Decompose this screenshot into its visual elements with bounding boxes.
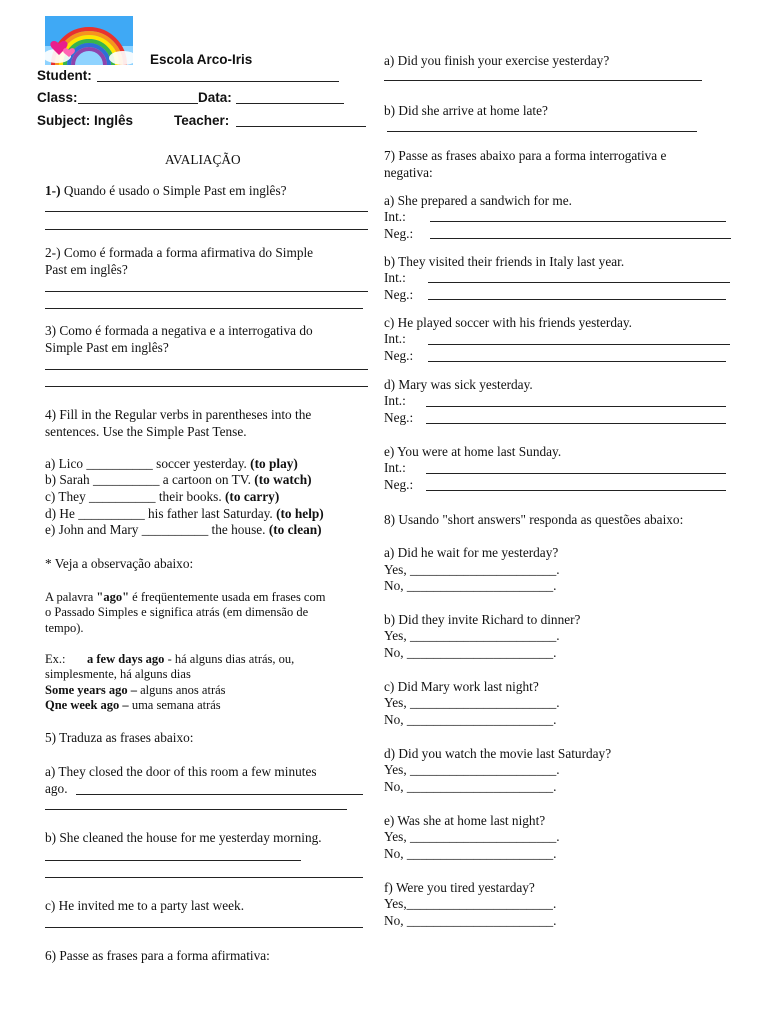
example-1 bbox=[87, 651, 294, 667]
q8-item-b-question: b) Did they invite Richard to dinner? bbox=[384, 612, 581, 627]
q4-item-e bbox=[45, 522, 322, 538]
q7-item-d: d) Mary was sick yesterday. bbox=[384, 377, 533, 392]
q6: 6) Passe as frases para a forma afirmativa: bbox=[45, 948, 270, 963]
q8-item-e-no[interactable]: No, ______________________. bbox=[384, 846, 557, 861]
neg-label: Neg.: bbox=[384, 410, 414, 425]
observation-note: * Veja a observação abaixo: bbox=[45, 556, 194, 571]
answer-line-q7d-int[interactable] bbox=[426, 406, 726, 407]
neg-label: Neg.: bbox=[384, 287, 414, 302]
q8-item-a-yes[interactable]: Yes, ______________________. bbox=[384, 562, 560, 577]
q7-line1: 7) Passe as frases abaixo para a forma interrogativa e bbox=[384, 148, 667, 163]
example-2 bbox=[45, 682, 226, 698]
q1-number: 1-) bbox=[45, 183, 61, 198]
example-3-term: Qne week ago – bbox=[45, 698, 129, 712]
q8-item-b-yes[interactable]: Yes, ______________________. bbox=[384, 628, 560, 643]
class-field[interactable] bbox=[78, 103, 198, 104]
int-label: Int.: bbox=[384, 331, 406, 346]
q8-item-f-no[interactable]: No, ______________________. bbox=[384, 913, 557, 928]
answer-line-q5c[interactable] bbox=[45, 927, 363, 928]
int-label: Int.: bbox=[384, 393, 406, 408]
q4-item-d bbox=[45, 506, 324, 522]
teacher-label: Teacher: bbox=[174, 113, 230, 128]
date-field[interactable] bbox=[236, 103, 344, 104]
answer-line-q7e-int[interactable] bbox=[426, 473, 726, 474]
ago-word: "ago" bbox=[96, 590, 130, 604]
teacher-field[interactable] bbox=[236, 126, 366, 127]
q5: 5) Traduza as frases abaixo: bbox=[45, 730, 194, 745]
date-label: Data: bbox=[198, 90, 232, 105]
answer-line-q5a-2[interactable] bbox=[45, 809, 347, 810]
q8-item-f-question: f) Were you tired yestarday? bbox=[384, 880, 535, 895]
q5a-line1: a) They closed the door of this room a few minutes bbox=[45, 764, 317, 779]
neg-label: Neg.: bbox=[384, 226, 414, 241]
example-1-term: a few days ago bbox=[87, 652, 165, 666]
example-2-meaning: alguns anos atrás bbox=[137, 683, 226, 697]
q7-item-e: e) You were at home last Sunday. bbox=[384, 444, 562, 459]
page-title: AVALIAÇÃO bbox=[165, 152, 241, 167]
q8-item-a-question: a) Did he wait for me yesterday? bbox=[384, 545, 559, 560]
rainbow-logo bbox=[45, 16, 133, 65]
q4-item-hint: (to play) bbox=[250, 456, 298, 471]
answer-line-q5b-1[interactable] bbox=[45, 860, 301, 861]
answer-line-q7c-neg[interactable] bbox=[428, 361, 726, 362]
q8-item-e-yes[interactable]: Yes, ______________________. bbox=[384, 829, 560, 844]
answer-line-q3-1[interactable] bbox=[45, 369, 368, 370]
ago-paragraph-line2: o Passado Simples e significa atrás (em dimensão de bbox=[45, 605, 309, 619]
q4-item-text: a) Lico __________ soccer yesterday. bbox=[45, 456, 247, 471]
q7-item-a: a) She prepared a sandwich for me. bbox=[384, 193, 572, 208]
int-label: Int.: bbox=[384, 209, 406, 224]
q4-line1: 4) Fill in the Regular verbs in parentheses into the bbox=[45, 407, 312, 422]
q8-item-b-no[interactable]: No, ______________________. bbox=[384, 645, 557, 660]
neg-label: Neg.: bbox=[384, 477, 414, 492]
answer-line-q1-2[interactable] bbox=[45, 229, 368, 230]
answer-line-q7a-int[interactable] bbox=[430, 221, 726, 222]
ago-paragraph-line3: tempo). bbox=[45, 621, 84, 635]
int-label: Int.: bbox=[384, 460, 406, 475]
answer-line-q1-1[interactable] bbox=[45, 211, 368, 212]
answer-line-q7a-neg[interactable] bbox=[430, 238, 731, 239]
answer-line-q7c-int[interactable] bbox=[428, 344, 730, 345]
q4-item-hint: (to watch) bbox=[254, 472, 312, 487]
int-label: Int.: bbox=[384, 270, 406, 285]
ago-pre: A palavra bbox=[45, 590, 97, 604]
q3-line2: Simple Past em inglês? bbox=[45, 340, 169, 355]
q6a: a) Did you finish your exercise yesterday? bbox=[384, 53, 610, 68]
q4-line2: sentences. Use the Simple Past Tense. bbox=[45, 424, 247, 439]
q4-item-a bbox=[45, 456, 298, 472]
ago-post: é freqüentemente usada em frases com bbox=[129, 590, 326, 604]
school-name: Escola Arco-Iris bbox=[150, 52, 253, 67]
q4-item-hint: (to clean) bbox=[268, 522, 322, 537]
answer-line-q5a-1[interactable] bbox=[76, 794, 363, 795]
answer-line-q2-1[interactable] bbox=[45, 291, 368, 292]
subject-label: Subject: Inglês bbox=[37, 113, 134, 128]
q5c: c) He invited me to a party last week. bbox=[45, 898, 245, 913]
answer-line-q5b-2[interactable] bbox=[45, 877, 363, 878]
q1 bbox=[45, 183, 287, 199]
q8-item-d-yes[interactable]: Yes, ______________________. bbox=[384, 762, 560, 777]
q8-item-e-question: e) Was she at home last night? bbox=[384, 813, 546, 828]
q5b: b) She cleaned the house for me yesterday morning. bbox=[45, 830, 322, 845]
ago-paragraph-line1 bbox=[45, 589, 325, 605]
student-label: Student: bbox=[37, 68, 92, 83]
q6b: b) Did she arrive at home late? bbox=[384, 103, 548, 118]
q2-line1: 2-) Como é formada a forma afirmativa do Simple bbox=[45, 245, 314, 260]
student-field[interactable] bbox=[97, 81, 339, 82]
answer-line-q7e-neg[interactable] bbox=[426, 490, 726, 491]
answer-line-q7b-neg[interactable] bbox=[428, 299, 726, 300]
q8-item-c-question: c) Did Mary work last night? bbox=[384, 679, 539, 694]
q8-item-a-no[interactable]: No, ______________________. bbox=[384, 578, 557, 593]
neg-label: Neg.: bbox=[384, 348, 414, 363]
q8-item-c-no[interactable]: No, ______________________. bbox=[384, 712, 557, 727]
example-1-line2: simplesmente, há alguns dias bbox=[45, 667, 191, 681]
answer-line-q2-2[interactable] bbox=[45, 308, 363, 309]
q4-item-text: e) John and Mary __________ the house. bbox=[45, 522, 266, 537]
q8-item-d-no[interactable]: No, ______________________. bbox=[384, 779, 557, 794]
answer-line-q7b-int[interactable] bbox=[428, 282, 730, 283]
q4-item-text: d) He __________ his father last Saturday. bbox=[45, 506, 273, 521]
q8-item-d-question: d) Did you watch the movie last Saturday? bbox=[384, 746, 612, 761]
answer-line-q3-2[interactable] bbox=[45, 386, 368, 387]
q4-item-b bbox=[45, 472, 312, 488]
example-3-meaning: uma semana atrás bbox=[128, 698, 221, 712]
example-2-term: Some years ago – bbox=[45, 683, 137, 697]
example-label: Ex.: bbox=[45, 652, 66, 666]
answer-line-q6b[interactable] bbox=[387, 131, 697, 132]
q3-line1: 3) Como é formada a negativa e a interrogativa do bbox=[45, 323, 313, 338]
class-label: Class: bbox=[37, 90, 78, 105]
answer-line-q7d-neg[interactable] bbox=[426, 423, 726, 424]
q8: 8) Usando "short answers" responda as questões abaixo: bbox=[384, 512, 684, 527]
q8-item-f-yes[interactable]: Yes,______________________. bbox=[384, 896, 557, 911]
q4-item-hint: (to carry) bbox=[224, 489, 280, 504]
q4-item-text: b) Sarah __________ a cartoon on TV. bbox=[45, 472, 251, 487]
example-1-meaning: - há alguns dias atrás, ou, bbox=[164, 652, 295, 666]
q1-text: Quando é usado o Simple Past em inglês? bbox=[63, 183, 287, 198]
q7-item-c: c) He played soccer with his friends yesterday. bbox=[384, 315, 632, 330]
q2-line2: Past em inglês? bbox=[45, 262, 128, 277]
q8-item-c-yes[interactable]: Yes, ______________________. bbox=[384, 695, 560, 710]
q4-item-text: c) They __________ their books. bbox=[45, 489, 222, 504]
example-3 bbox=[45, 697, 221, 713]
q7-line2: negativa: bbox=[384, 165, 433, 180]
q5a-line2: ago. bbox=[45, 781, 68, 796]
q4-item-c bbox=[45, 489, 279, 505]
q7-item-b: b) They visited their friends in Italy last year. bbox=[384, 254, 625, 269]
q4-item-hint: (to help) bbox=[276, 506, 324, 521]
answer-line-q6a[interactable] bbox=[384, 80, 702, 81]
